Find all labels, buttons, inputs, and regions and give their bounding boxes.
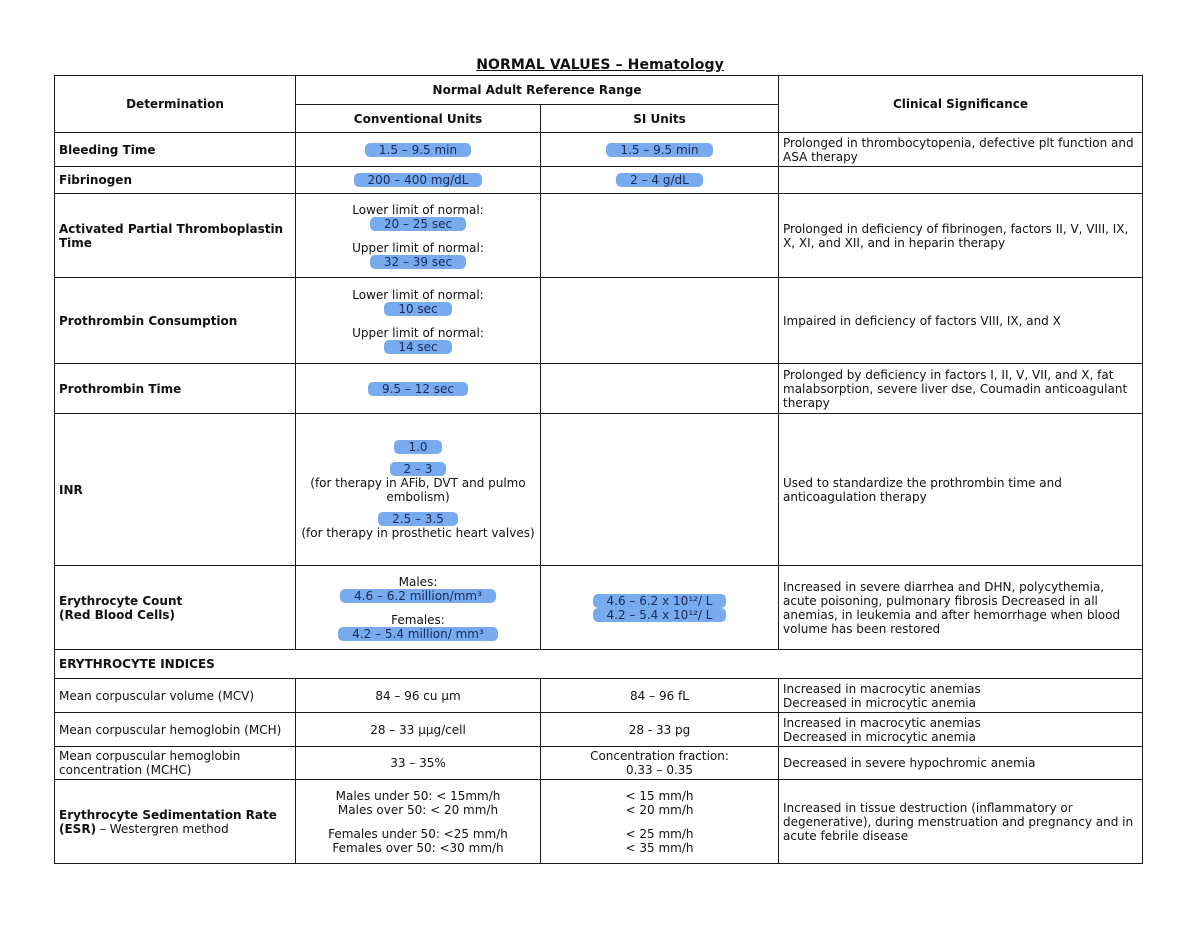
si-cell <box>541 566 779 650</box>
conventional-cell <box>296 278 541 364</box>
esr-line: Females under 50: <25 mm/h <box>328 826 508 841</box>
upper-limit-label: Upper limit of normal: <box>352 325 484 340</box>
highlighted-value: 9.5 – 12 sec <box>368 382 468 396</box>
determination-method: – Westergren method <box>96 821 229 836</box>
esr-line: < 15 mm/h <box>625 788 694 803</box>
upper-limit-label: Upper limit of normal: <box>352 240 484 255</box>
conventional-cell <box>296 364 541 414</box>
row-mcv <box>55 679 1143 713</box>
conventional-cell <box>296 167 541 194</box>
esr-line: Males under 50: < 15mm/h <box>335 788 501 803</box>
si-cell <box>541 364 779 414</box>
si-cell <box>541 747 779 780</box>
highlighted-value: 14 sec <box>384 340 451 354</box>
determination-cell: Mean corpuscular volume (MCV) <box>55 679 296 713</box>
determination-cell: Mean corpuscular hemoglobin (MCH) <box>55 713 296 747</box>
clinical-cell: Prolonged in deficiency of fibrinogen, factors II, V, VIII, IX, X, XI, and XII, and in heparin therapy <box>779 194 1143 278</box>
clinical-line: Decreased in microcytic anemia <box>783 729 976 744</box>
si-cell <box>541 780 779 864</box>
clinical-cell: Prolonged in thrombocytopenia, defective plt function and ASA therapy <box>779 133 1143 167</box>
males-label: Males: <box>398 574 438 589</box>
esr-line: Females over 50: <30 mm/h <box>332 840 504 855</box>
lower-limit-label: Lower limit of normal: <box>352 287 484 302</box>
row-prothrombin-consumption <box>55 278 1143 364</box>
clinical-cell: Decreased in severe hypochromic anemia <box>779 747 1143 780</box>
section-heading: ERYTHROCYTE INDICES <box>55 650 1143 679</box>
clinical-cell: Increased in severe diarrhea and DHN, polycythemia, acute poisoning, pulmonary fibrosis Decreased in all anemias, in leukemia and after hemorrhage when blood volume has been restored <box>779 566 1143 650</box>
row-aptt <box>55 194 1143 278</box>
therapy-note: (for therapy in prosthetic heart valves) <box>301 525 535 540</box>
determination-cell: Prothrombin Consumption <box>55 278 296 364</box>
highlighted-value: 4.6 – 6.2 million/mm³ <box>340 589 496 603</box>
determination-cell: Activated Partial Thromboplastin Time <box>55 194 296 278</box>
determination-cell: Prothrombin Time <box>55 364 296 414</box>
highlighted-value: 32 – 39 sec <box>370 255 466 269</box>
highlighted-value: 4.6 – 6.2 x 10¹²/ L <box>593 594 727 608</box>
clinical-cell <box>779 713 1143 747</box>
si-line: 0.33 – 0.35 <box>625 763 694 777</box>
si-line: Concentration fraction: <box>590 749 729 763</box>
row-prothrombin-time <box>55 364 1143 414</box>
highlighted-value: 1.0 <box>394 440 441 454</box>
determination-name: Erythrocyte Sedimentation Rate (ESR) <box>59 807 277 836</box>
clinical-cell: Increased in tissue destruction (inflammatory or degenerative), during menstruation and pregnancy and in acute febrile disease <box>779 780 1143 864</box>
clinical-cell: Prolonged by deficiency in factors I, II, V, VII, and X, fat malabsorption, severe liver dse, Coumadin anticoagulant therapy <box>779 364 1143 414</box>
clinical-cell <box>779 679 1143 713</box>
highlighted-value: 1.5 – 9.5 min <box>606 143 712 157</box>
si-cell: 84 – 96 fL <box>541 679 779 713</box>
row-inr <box>55 414 1143 566</box>
conventional-cell: 33 – 35% <box>296 747 541 780</box>
determination-cell: Mean corpuscular hemoglobin concentration (MCHC) <box>55 747 296 780</box>
clinical-cell: Used to standardize the prothrombin time and anticoagulation therapy <box>779 414 1143 566</box>
highlighted-value: 4.2 – 5.4 x 10¹²/ L <box>593 608 727 622</box>
determination-subname: (Red Blood Cells) <box>59 607 175 622</box>
highlighted-value: 10 sec <box>384 302 451 316</box>
row-bleeding-time <box>55 133 1143 167</box>
si-cell <box>541 414 779 566</box>
therapy-note: (for therapy in AFib, DVT and pulmo embolism) <box>310 475 526 504</box>
conventional-cell: 28 – 33 µµg/cell <box>296 713 541 747</box>
determination-cell <box>55 566 296 650</box>
header-conventional-units: Conventional Units <box>296 105 541 133</box>
page-title: NORMAL VALUES – Hematology <box>476 57 724 73</box>
row-erythrocyte-count <box>55 566 1143 650</box>
si-cell <box>541 278 779 364</box>
row-fibrinogen <box>55 167 1143 194</box>
header-si-units: SI Units <box>541 105 779 133</box>
lower-limit-label: Lower limit of normal: <box>352 202 484 217</box>
determination-cell: INR <box>55 414 296 566</box>
conventional-cell <box>296 133 541 167</box>
highlighted-value: 1.5 – 9.5 min <box>365 143 471 157</box>
highlighted-value: 20 – 25 sec <box>370 217 466 231</box>
highlighted-value: 200 – 400 mg/dL <box>354 173 483 187</box>
clinical-line: Increased in macrocytic anemias <box>783 681 981 696</box>
conventional-cell <box>296 194 541 278</box>
determination-cell <box>55 780 296 864</box>
esr-line: < 25 mm/h <box>625 826 694 841</box>
header-clinical-significance: Clinical Significance <box>779 76 1143 133</box>
header-reference-range: Normal Adult Reference Range <box>296 76 779 105</box>
esr-line: Males over 50: < 20 mm/h <box>337 802 499 817</box>
si-cell <box>541 167 779 194</box>
conventional-cell <box>296 566 541 650</box>
header-determination: Determination <box>55 76 296 133</box>
row-mchc <box>55 747 1143 780</box>
esr-line: < 20 mm/h <box>625 802 694 817</box>
clinical-line: Decreased in microcytic anemia <box>783 695 976 710</box>
highlighted-value: 2 – 3 <box>390 462 447 476</box>
determination-cell: Fibrinogen <box>55 167 296 194</box>
si-cell <box>541 194 779 278</box>
conventional-cell: 84 – 96 cu µm <box>296 679 541 713</box>
highlighted-value: 4.2 – 5.4 million/ mm³ <box>338 627 498 641</box>
females-label: Females: <box>391 612 445 627</box>
highlighted-value: 2 – 4 g/dL <box>616 173 703 187</box>
row-esr <box>55 780 1143 864</box>
hematology-table <box>54 75 1143 864</box>
clinical-line: Increased in macrocytic anemias <box>783 715 981 730</box>
conventional-cell <box>296 414 541 566</box>
row-mch <box>55 713 1143 747</box>
esr-line: < 35 mm/h <box>625 840 694 855</box>
si-cell: 28 - 33 pg <box>541 713 779 747</box>
determination-cell: Bleeding Time <box>55 133 296 167</box>
header-row-1 <box>55 76 1143 105</box>
clinical-cell: Impaired in deficiency of factors VIII, IX, and X <box>779 278 1143 364</box>
row-erythrocyte-indices <box>55 650 1143 679</box>
determination-name: Erythrocyte Count <box>59 593 183 608</box>
si-cell <box>541 133 779 167</box>
clinical-cell <box>779 167 1143 194</box>
highlighted-value: 2.5 – 3.5 <box>378 512 458 526</box>
conventional-cell <box>296 780 541 864</box>
